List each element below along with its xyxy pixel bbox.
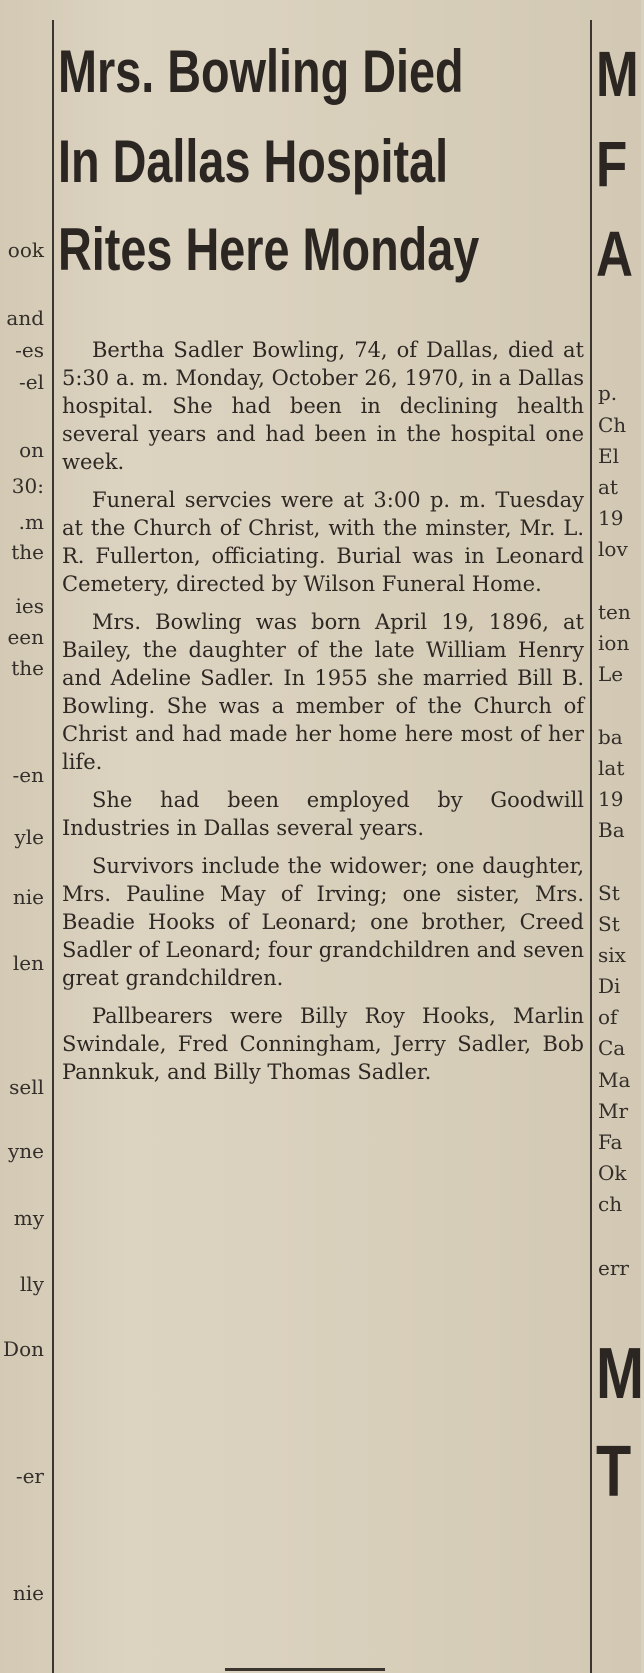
article-paragraph: Funeral servcies were at 3:00 p. m. Tuesday at the Church of Christ, with the minster, Mr. L. R. Fullerton, officiating. Burial was in Leonard Cemetery, directed by Wilson Funeral Home. — [62, 488, 584, 596]
left-fragment: lly — [19, 1272, 44, 1296]
left-fragment: en- — [12, 763, 44, 787]
right-fragment: Di — [598, 974, 621, 998]
right-fragment: p. — [598, 381, 618, 405]
right-fragment: lat — [598, 756, 625, 780]
right-fragment: 19 — [598, 506, 624, 530]
article-paragraph: Bertha Sadler Bowling, 74, of Dallas, died at 5:30 a. m. Monday, October 26, 1970, in a Dallas hospital. She had been in declining health several years and had been in the hospital one week. — [62, 338, 584, 474]
right-fragment: err — [598, 1256, 629, 1280]
left-fragment: el- — [19, 370, 44, 394]
left-fragment: ies — [15, 594, 44, 618]
left-fragment: es- — [15, 338, 44, 362]
right-fragment: Ok — [598, 1161, 627, 1185]
article-paragraph: Pallbearers were Billy Roy Hooks, Marlin Swindale, Fred Conningham, Jerry Sadler, Bob Pannkuk, and Billy Thomas Sadler. — [62, 1004, 584, 1084]
left-fragment: len — [12, 951, 44, 975]
right-fragment: Mr — [598, 1099, 629, 1123]
left-fragment: the — [11, 656, 44, 680]
right-fragment: 19 — [598, 787, 624, 811]
column-rule-right — [590, 20, 592, 1673]
right-fragment: Le — [598, 662, 624, 686]
right-fragment: Ca — [598, 1036, 626, 1060]
article-paragraph: Survivors include the widower; one daughter, Mrs. Pauline May of Irving; one sister, Mrs. Beadie Hooks of Leonard; one brother, Creed Sadler of Leonard; four grandchildren and seven great grandchildren. — [62, 854, 584, 990]
left-fragment: nie — [12, 885, 44, 909]
left-fragment: on — [19, 438, 44, 462]
right-headline-fragment: A — [596, 218, 633, 290]
right-fragment: St — [598, 912, 620, 936]
right-bottom-headline-fragment: T — [596, 1432, 632, 1512]
headline-line-3: Rites Here Monday — [58, 216, 480, 283]
right-fragment: Ba — [598, 818, 625, 842]
column-rule-left — [52, 20, 54, 1673]
right-fragment: El — [598, 444, 619, 468]
headline-line-1: Mrs. Bowling Died — [58, 38, 464, 105]
bottom-rule — [225, 1668, 385, 1671]
left-fragment: ook — [7, 238, 44, 262]
right-headline-fragment: M — [596, 38, 639, 110]
left-fragment: er- — [15, 1464, 44, 1488]
right-fragment: ion — [598, 631, 630, 655]
article-body — [62, 336, 584, 1096]
right-fragment: ten — [598, 600, 631, 624]
right-bottom-headline-fragment: M — [596, 1334, 644, 1414]
left-fragment: my — [13, 1206, 44, 1230]
left-fragment: yle — [14, 825, 44, 849]
right-fragment: Fa — [598, 1130, 623, 1154]
article-paragraph: Mrs. Bowling was born April 19, 1896, at Bailey, the daughter of the late William Henry and Adeline Sadler. In 1955 she married Bill B. Bowling. She was a member of the Church of Christ and had made her home here most of her life. — [62, 610, 584, 774]
left-fragment: m. — [18, 510, 44, 534]
right-fragment: St — [598, 881, 620, 905]
right-fragment: Ma — [598, 1068, 631, 1092]
left-fragment: the — [11, 540, 44, 564]
article-paragraph: She had been employed by Goodwill Industries in Dallas several years. — [62, 788, 584, 840]
left-fragment: and — [6, 306, 44, 330]
right-headline-fragment: F — [596, 128, 628, 200]
right-fragment: lov — [598, 537, 628, 561]
left-fragment: een — [7, 625, 44, 649]
left-fragment: :30 — [11, 474, 44, 498]
left-fragment: yne — [7, 1139, 44, 1163]
right-fragment: ch — [598, 1192, 623, 1216]
right-fragment: ba — [598, 725, 623, 749]
left-fragment: sell — [9, 1075, 44, 1099]
headline-line-2: In Dallas Hospital — [58, 128, 449, 195]
left-fragment: nie — [12, 1581, 44, 1605]
right-fragment: of — [598, 1005, 618, 1029]
right-fragment: Ch — [598, 413, 627, 437]
right-fragment: at — [598, 475, 618, 499]
left-fragment: Don — [3, 1337, 44, 1361]
right-fragment: six — [598, 943, 626, 967]
